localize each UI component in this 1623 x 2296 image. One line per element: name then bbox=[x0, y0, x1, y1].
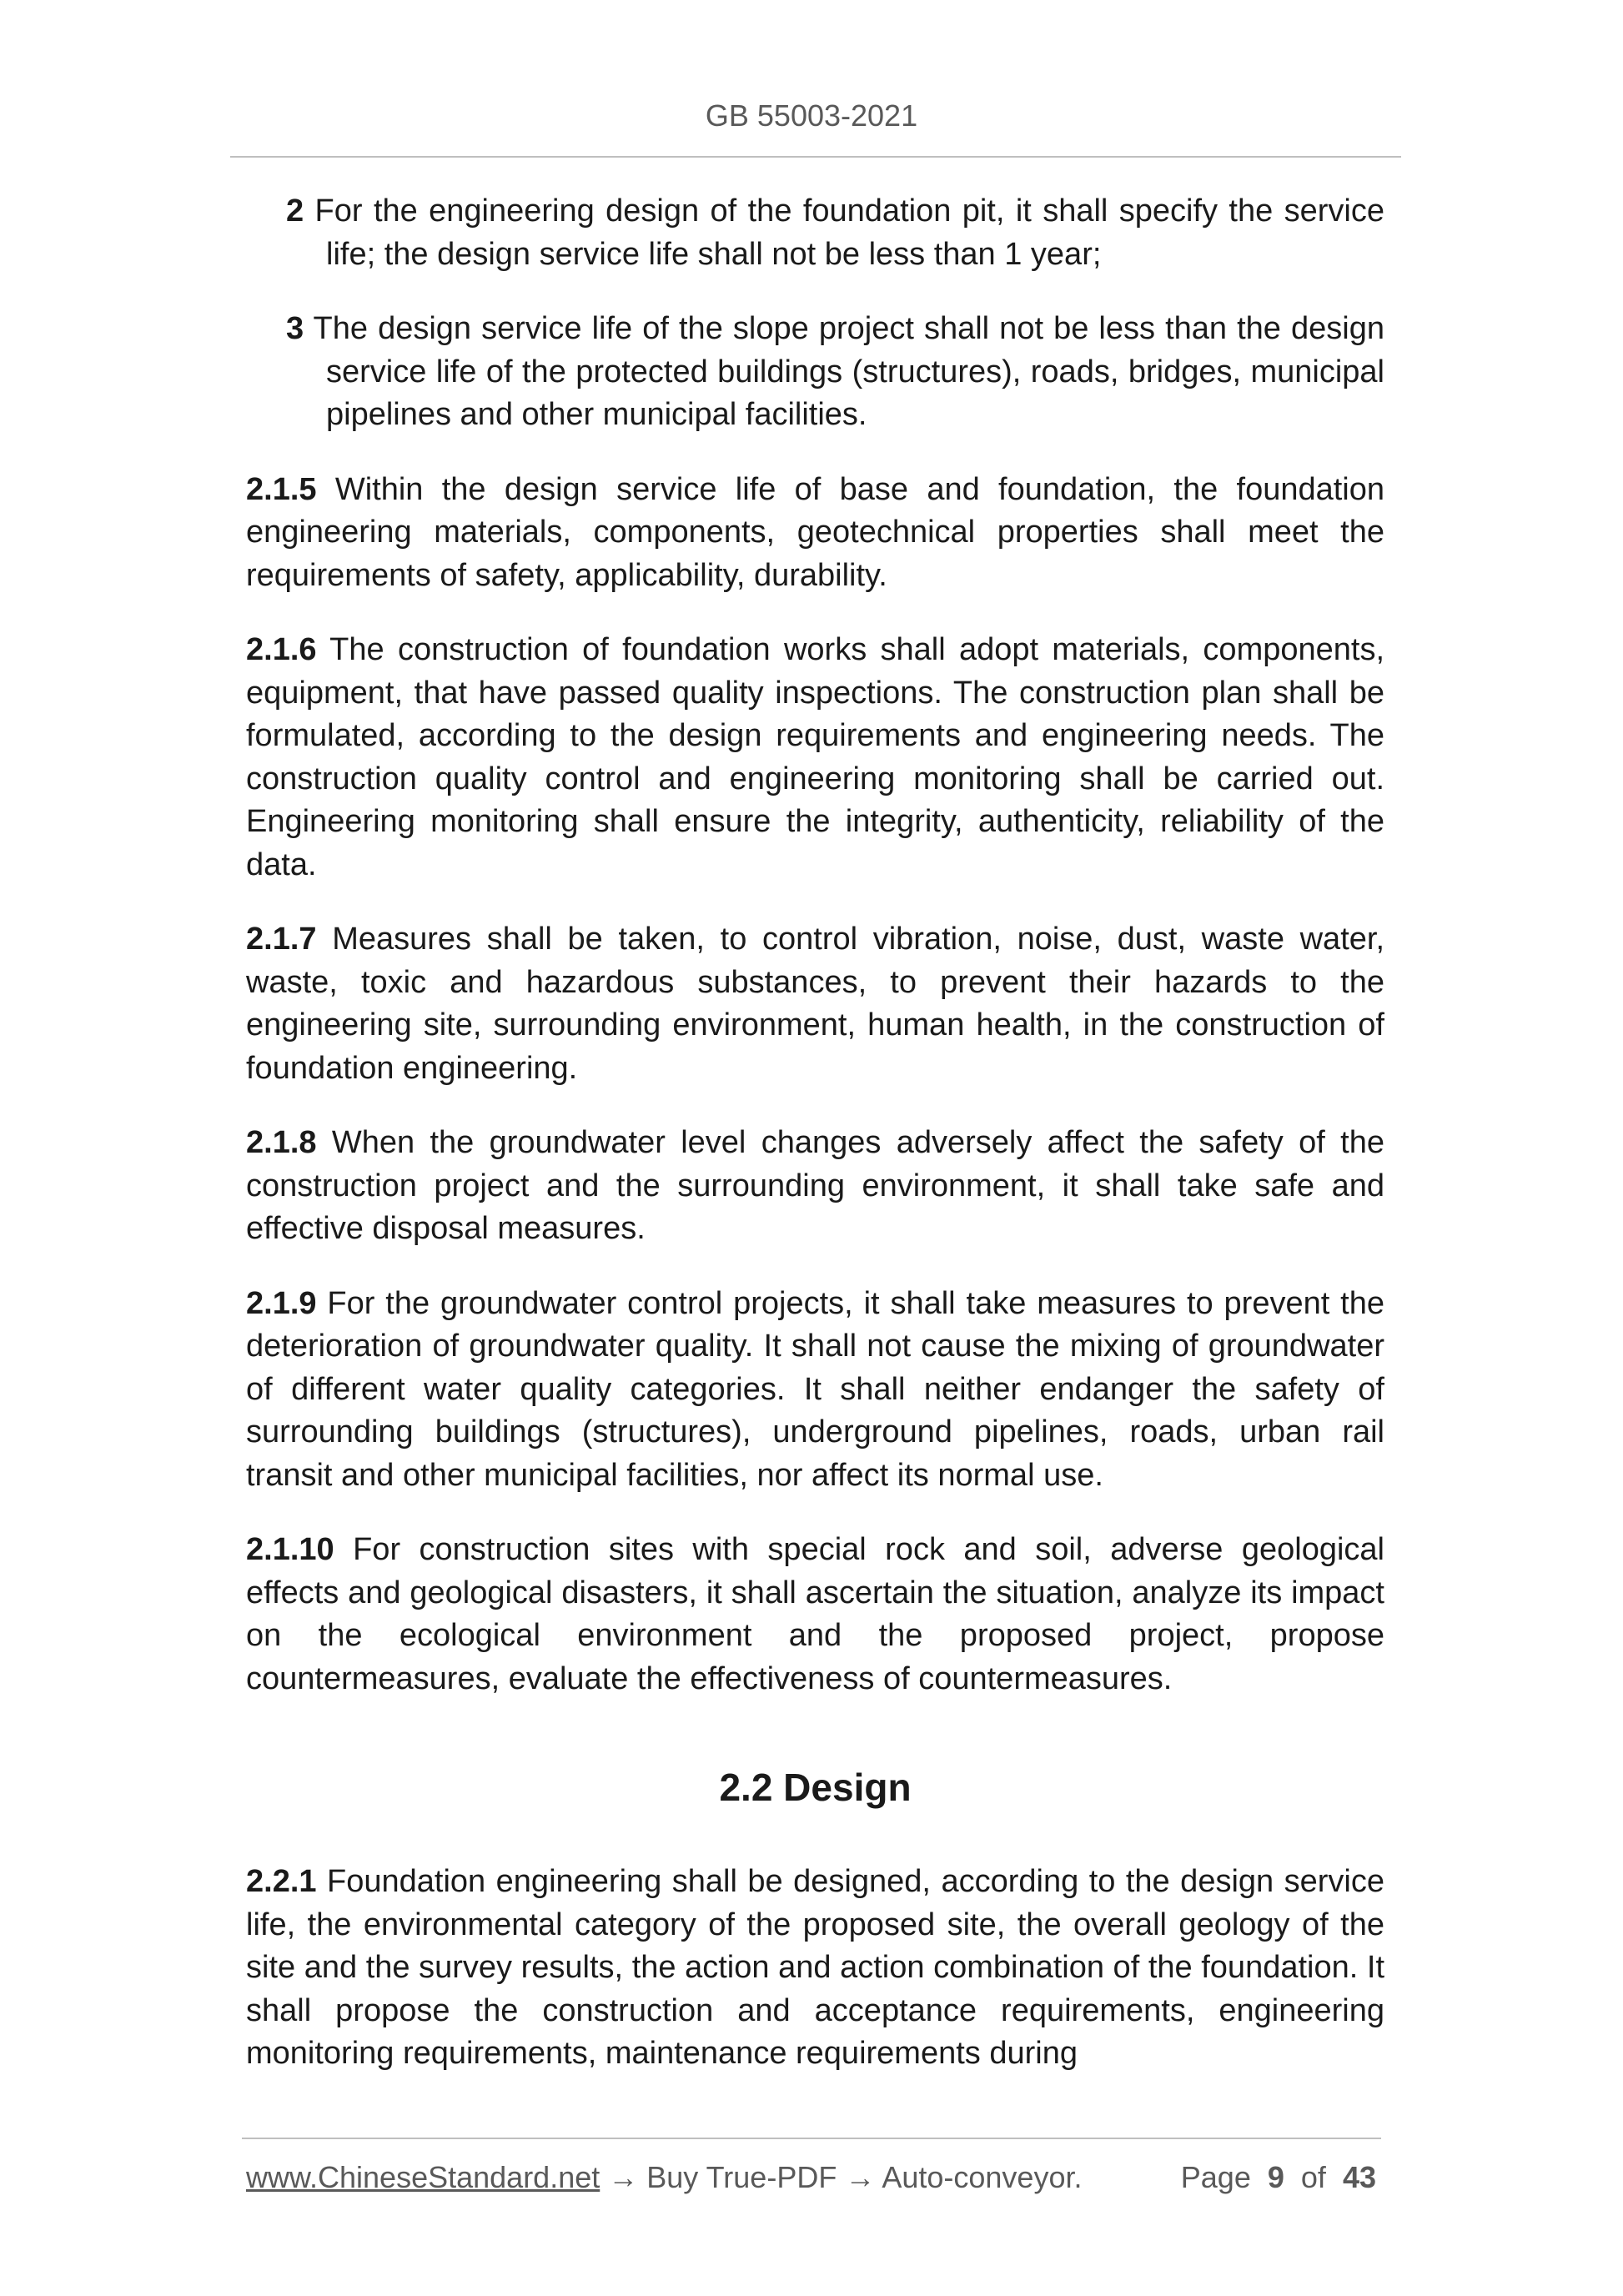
item-text: For the engineering design of the foundation pit, it shall specify the service life; the design service life shall not be less than 1 year; bbox=[314, 193, 1385, 272]
page-label: Page bbox=[1180, 2160, 1251, 2194]
header-divider bbox=[230, 156, 1401, 158]
list-item bbox=[286, 190, 1384, 276]
clause-2-1-5 bbox=[246, 469, 1384, 598]
clause-2-2-1 bbox=[246, 1861, 1384, 2076]
clause-text: When the groundwater level changes adversely affect the safety of the construction project and the surrounding environment, it shall take safe and effective disposal measures. bbox=[246, 1125, 1384, 1246]
clause-number: 2.1.6 bbox=[246, 632, 317, 667]
clause-2-1-8 bbox=[246, 1122, 1384, 1251]
clause-text: For construction sites with special rock and soil, adverse geological effects and geological disasters, it shall ascertain the situation, analyze its impact on the ecological environment and the proposed project, propose countermeasures, evaluate the effectiveness of countermeasures. bbox=[246, 1532, 1384, 1696]
clause-number: 2.1.7 bbox=[246, 922, 317, 957]
item-text: The design service life of the slope project shall not be less than the design service life of the protected buildings (structures), roads, bridges, municipal pipelines and other municipal facilities. bbox=[313, 311, 1384, 432]
item-number: 2 bbox=[286, 193, 304, 229]
of-label: of bbox=[1300, 2160, 1326, 2194]
page-footer bbox=[246, 2160, 1376, 2195]
page-counter bbox=[1181, 2160, 1376, 2195]
clause-2-1-6 bbox=[246, 629, 1384, 887]
section-heading: 2.2 Design bbox=[719, 1766, 912, 1809]
page-total: 43 bbox=[1342, 2160, 1376, 2194]
page-number: 9 bbox=[1267, 2160, 1284, 2194]
clause-number: 2.1.9 bbox=[246, 1285, 317, 1321]
footer-divider bbox=[242, 2138, 1381, 2139]
footer-trail: → Buy True-PDF → Auto-conveyor. bbox=[600, 2160, 1083, 2194]
clause-text: The construction of foundation works shall adopt materials, components, equipment, that have passed quality inspections. The construction plan shall be formulated, according to the design requirements and engineering needs. The construction quality control and engineering monitoring shall be carried out. Engineering monitoring shall ensure the integrity, authenticity, reliability of the data. bbox=[246, 632, 1385, 882]
clause-number: 2.1.8 bbox=[246, 1125, 317, 1160]
item-number: 3 bbox=[286, 311, 304, 346]
clause-text: Within the design service life of base and foundation, the foundation engineering materials, components, geotechnical properties shall meet the requirements of safety, applicability, durability. bbox=[246, 471, 1385, 593]
website-link[interactable]: www.ChineseStandard.net bbox=[246, 2160, 600, 2194]
clause-text: Foundation engineering shall be designed, according to the design service life, the environmental category of the proposed site, the overall geology of the site and the survey results, the action and action combination of the foundation. It shall propose the construction and acceptance requirements, engineering monitoring requirements, maintenance requirements during bbox=[246, 1864, 1385, 2071]
document-body bbox=[246, 190, 1384, 2108]
clause-number: 2.2.1 bbox=[246, 1864, 317, 1899]
clause-number: 2.1.10 bbox=[246, 1532, 334, 1567]
clause-2-1-7 bbox=[246, 918, 1384, 1090]
list-item bbox=[286, 308, 1384, 437]
page-header-title: GB 55003-2021 bbox=[705, 98, 918, 133]
clause-text: For the groundwater control projects, it shall take measures to prevent the deterioration of groundwater quality. It shall not cause the mixing of groundwater of different water quality categories. It shall neither endanger the safety of surrounding buildings (structures), underground pipelines, roads, urban rail transit and other municipal facilities, nor affect its normal use. bbox=[246, 1285, 1384, 1493]
clause-number: 2.1.5 bbox=[246, 471, 317, 507]
clause-2-1-10 bbox=[246, 1529, 1384, 1701]
clause-2-1-9 bbox=[246, 1283, 1384, 1498]
footer-left bbox=[246, 2160, 1082, 2195]
clause-text: Measures shall be taken, to control vibration, noise, dust, waste water, waste, toxic and hazardous substances, to prevent their hazards to the engineering site, surrounding environment, human health, in the construction of foundation engineering. bbox=[246, 922, 1384, 1086]
